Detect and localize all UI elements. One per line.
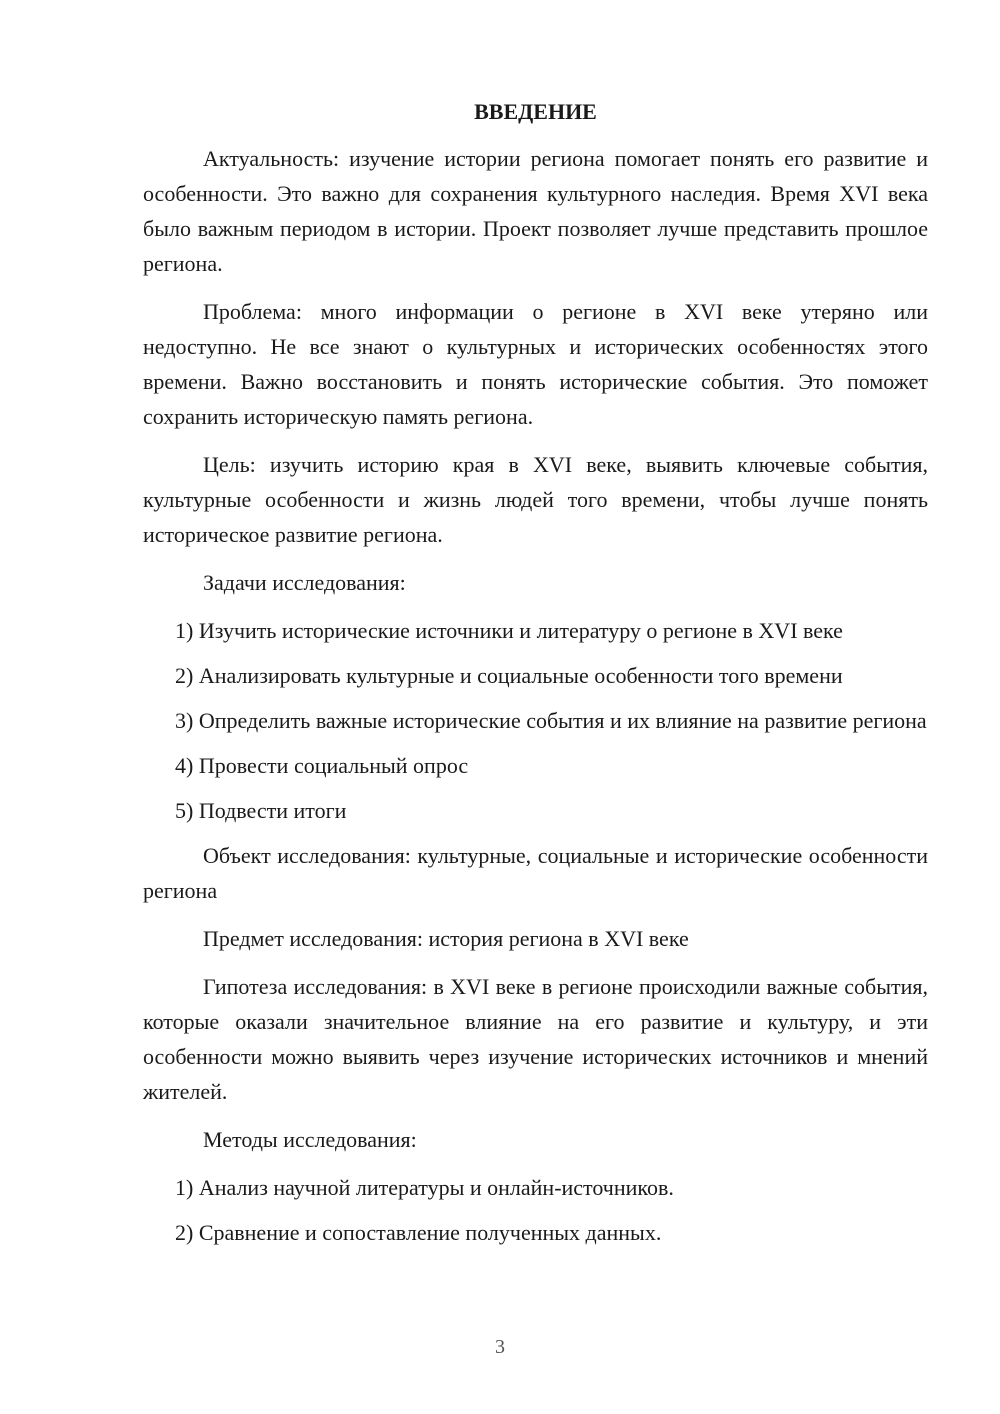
subject-paragraph: Предмет исследования: история региона в XVI веке	[203, 926, 689, 951]
task-item: 5) Подвести итоги	[175, 798, 347, 823]
problem-paragraph: Проблема: много информации о регионе в XVI веке утеряно или недоступно. Не все знают о культурных и исторических особенностях этого времени. Важно восстановить и понять исторические события. Это поможет сохранить историческую память региона.	[143, 299, 928, 429]
page-title: ВВЕДЕНИЕ	[474, 99, 597, 124]
task-item: 1) Изучить исторические источники и литературу о регионе в XVI веке	[175, 618, 843, 643]
hypothesis-paragraph: Гипотеза исследования: в XVI веке в регионе происходили важные события, которые оказали значительное влияние на его развитие и культуру, и эти особенности можно выявить через изучение исторических источников и мнений жителей.	[143, 974, 928, 1104]
method-item: 2) Сравнение и сопоставление полученных данных.	[175, 1220, 662, 1245]
task-item: 2) Анализировать культурные и социальные особенности того времени	[175, 663, 843, 688]
relevance-paragraph: Актуальность: изучение истории региона помогает понять его развитие и особенности. Это важно для сохранения культурного наследия. Время XVI века было важным периодом в истории. Проект позволяет лучше представить прошлое региона.	[143, 146, 928, 276]
tasks-heading: Задачи исследования:	[203, 570, 406, 595]
method-item: 1) Анализ научной литературы и онлайн-источников.	[175, 1175, 674, 1200]
page-number: 3	[495, 1336, 505, 1358]
goal-paragraph: Цель: изучить историю края в XVI веке, выявить ключевые события, культурные особенности и жизнь людей того времени, чтобы лучше понять историческое развитие региона.	[143, 452, 928, 547]
task-item: 3) Определить важные исторические события и их влияние на развитие региона	[175, 708, 927, 733]
page-content	[143, 94, 928, 1260]
task-item: 4) Провести социальный опрос	[175, 753, 469, 778]
methods-heading: Методы исследования:	[203, 1127, 417, 1152]
object-paragraph: Объект исследования: культурные, социальные и исторические особенности региона	[143, 843, 928, 903]
